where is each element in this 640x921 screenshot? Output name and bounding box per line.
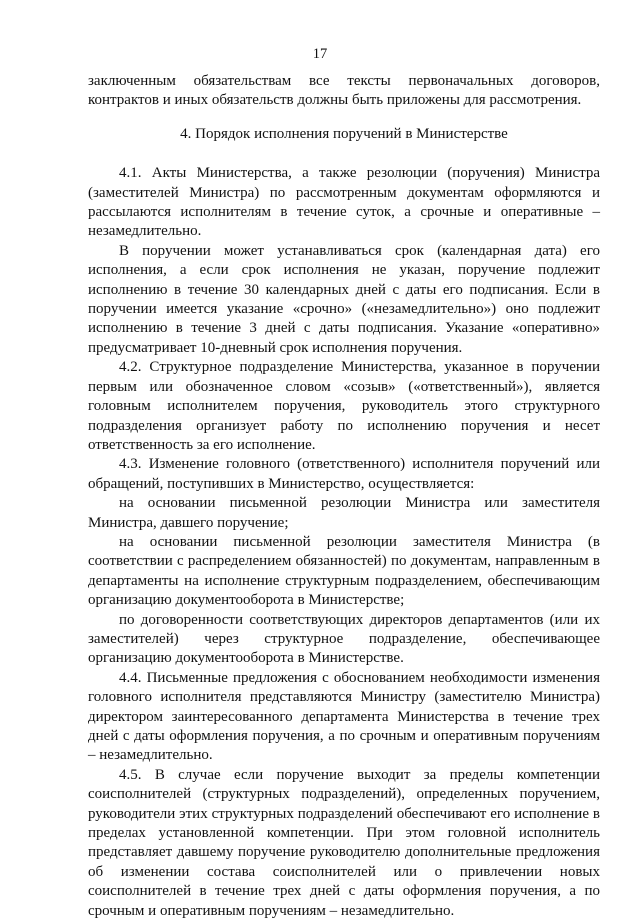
list-item-minister-resolution: на основании письменной резолюции Министра или заместителя Министра, давшего поручение; — [88, 495, 600, 531]
paragraph-4-1: 4.1. Акты Министерства, а также резолюции (поручения) Министра (заместителей Министра) по рассмотренным документам оформляются и рассылаются исполнителям в течение суток, а срочные и оперативные – незамедлительно. — [88, 165, 600, 240]
paragraph-4-5: 4.5. В случае если поручение выходит за пределы компетенции соисполнителей (структурных подразделений), определенных поручением, руководители этих структурных подразделений обеспечивают его исполнение в пределах установленной компетенции. При этом головной исполнитель представляет давшему поручение руководителю дополнительные предложения об изменении состава соисполнителей или о привлечении новых соисполнителей в течение трех дней с даты оформления поручения, а по срочным и оперативным поручениям – незамедлительно. — [88, 766, 600, 919]
paragraph-deadline: В поручении может устанавливаться срок (календарная дата) его исполнения, а если срок исполнения не указан, поручение подлежит исполнению в течение 30 календарных дней с даты его подписания. Если в поручении имеется указание «срочно» («незамедлительно») оно подлежит исполнению в течение 3 дней с даты подписания. Указание «оперативно» предусматривает 10-дневный срок исполнения поручения. — [88, 242, 600, 356]
document-body — [88, 72, 600, 921]
section-heading: 4. Порядок исполнения поручений в Министерстве — [180, 125, 508, 142]
paragraph-4-2: 4.2. Структурное подразделение Министерства, указанное в поручении первым или обозначенное словом «созыв» («ответственный»), является головным исполнителем поручения, руководитель этого структурного подразделения организует работу по исполнению поручения и несет ответственность за его исполнение. — [88, 359, 600, 453]
paragraph-4-4: 4.4. Письменные предложения с обоснованием необходимости изменения головного исполнителя представляются Министру (заместителю Министра) директором заинтересованного департамента Министерства в течение трех дней с даты оформления поручения, а по срочным и оперативным поручениям – незамедлительно. — [88, 669, 600, 764]
paragraph-4-3: 4.3. Изменение головного (ответственного) исполнителя поручений или обращений, поступивших в Министерство, осуществляется: — [88, 456, 600, 492]
page-number: 17 — [312, 46, 328, 62]
paragraph-continuation: заключенным обязательствам все тексты первоначальных договоров, контрактов и иных обязательств должны быть приложены для рассмотрения. — [88, 73, 600, 109]
list-item-directors-agreement: по договоренности соответствующих директоров департаментов (или их заместителей) через структурное подразделение, обеспечивающее организацию документооборота в Министерстве. — [88, 611, 600, 667]
list-item-deputy-resolution: на основании письменной резолюции заместителя Министра (в соответствии с распределением обязанностей) по документам, направленным в департаменты на исполнение структурным подразделением, обеспечивающим организацию документооборота в Министерстве; — [88, 533, 600, 609]
